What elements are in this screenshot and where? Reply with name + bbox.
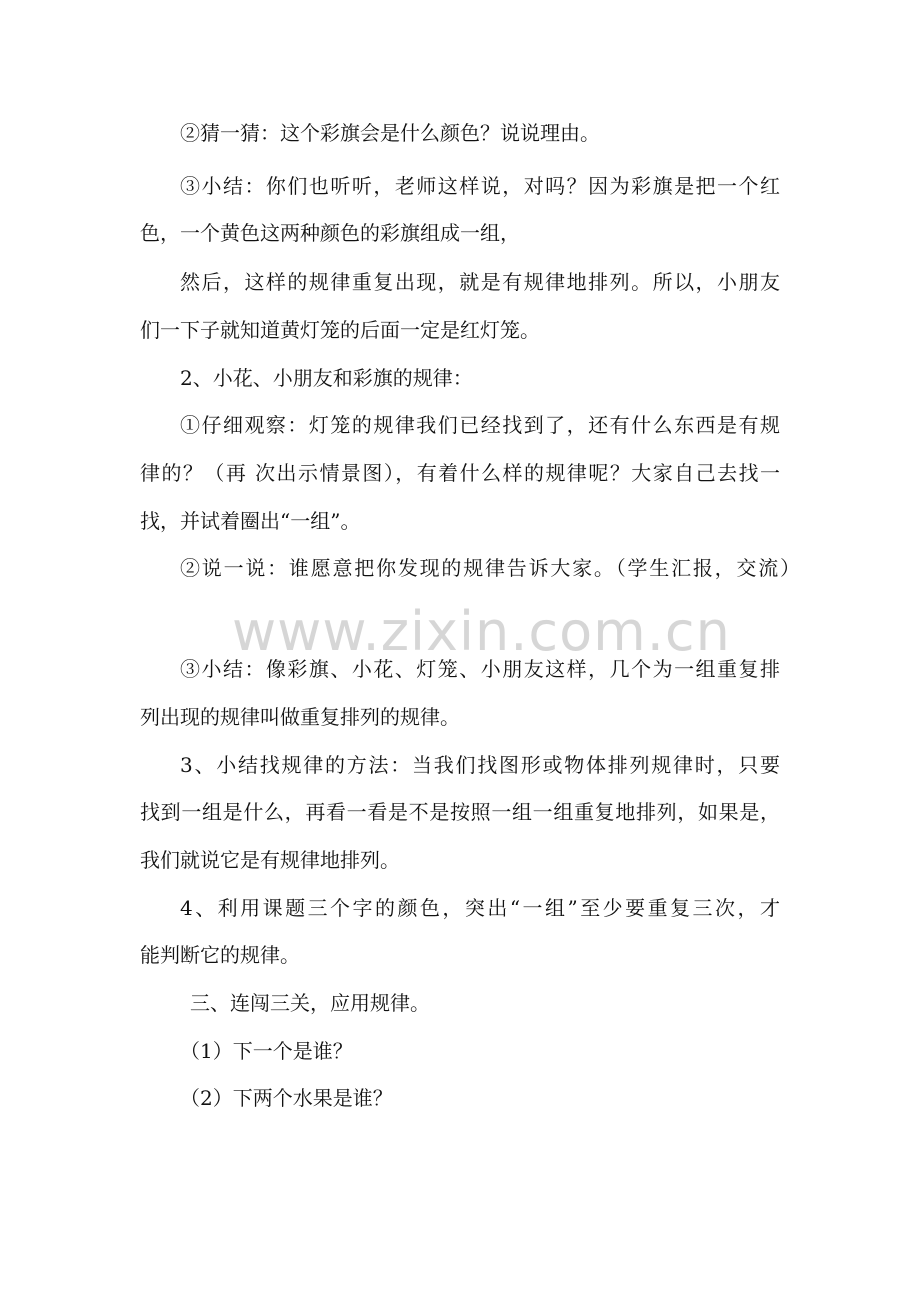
paragraph-line-12: 列出现的规律叫做重复排列的规律。: [140, 705, 460, 729]
paragraph-line-2: ③小结：你们也听听，老师这样说，对吗？因为彩旗是把一个红: [180, 174, 780, 198]
paragraph-line-17: 能判断它的规律。: [140, 943, 300, 967]
paragraph-line-15: 我们就说它是有规律地排列。: [140, 848, 400, 872]
paragraph-line-3: 色，一个黄色这两种颜色的彩旗组成一组，: [140, 221, 520, 245]
paragraph-line-4: 然后，这样的规律重复出现，就是有规律地排列。所以，小朋友: [180, 270, 780, 294]
paragraph-line-14: 找到一组是什么，再看一看是不是按照一组一组重复地排列，如果是，: [140, 800, 780, 824]
paragraph-line-5: 们一下子就知道黄灯笼的后面一定是红灯笼。: [140, 318, 540, 342]
question-2: （2）下两个水果是谁？: [180, 1086, 393, 1110]
paragraph-line-8: 律的？（再 次出示情景图），有着什么样的规律呢？大家自己去找一: [140, 461, 780, 485]
paragraph-line-16: 4、利用课题三个字的颜色，突出“一组”至少要重复三次，才: [180, 896, 780, 920]
question-1: （1）下一个是谁？: [180, 1039, 353, 1063]
paragraph-line-10: ②说一说：谁愿意把你发现的规律告诉大家。（学生汇报，交流）: [180, 556, 800, 580]
paragraph-line-1: ②猜一猜：这个彩旗会是什么颜色？说说理由。: [180, 121, 600, 145]
paragraph-line-13: 3、小结找规律的方法：当我们找图形或物体排列规律时，只要: [180, 753, 780, 777]
paragraph-line-9: 找，并试着圈出“一组”。: [140, 509, 361, 533]
paragraph-line-6: 2、小花、小朋友和彩旗的规律：: [180, 366, 473, 390]
paragraph-line-7: ①仔细观察：灯笼的规律我们已经找到了，还有什么东西是有规: [180, 413, 780, 437]
paragraph-line-11: ③小结：像彩旗、小花、灯笼、小朋友这样，几个为一组重复排: [180, 657, 780, 681]
watermark-text: www.zixin.com.cn: [232, 600, 731, 663]
section-heading: 三、连闯三关，应用规律。: [190, 991, 430, 1015]
